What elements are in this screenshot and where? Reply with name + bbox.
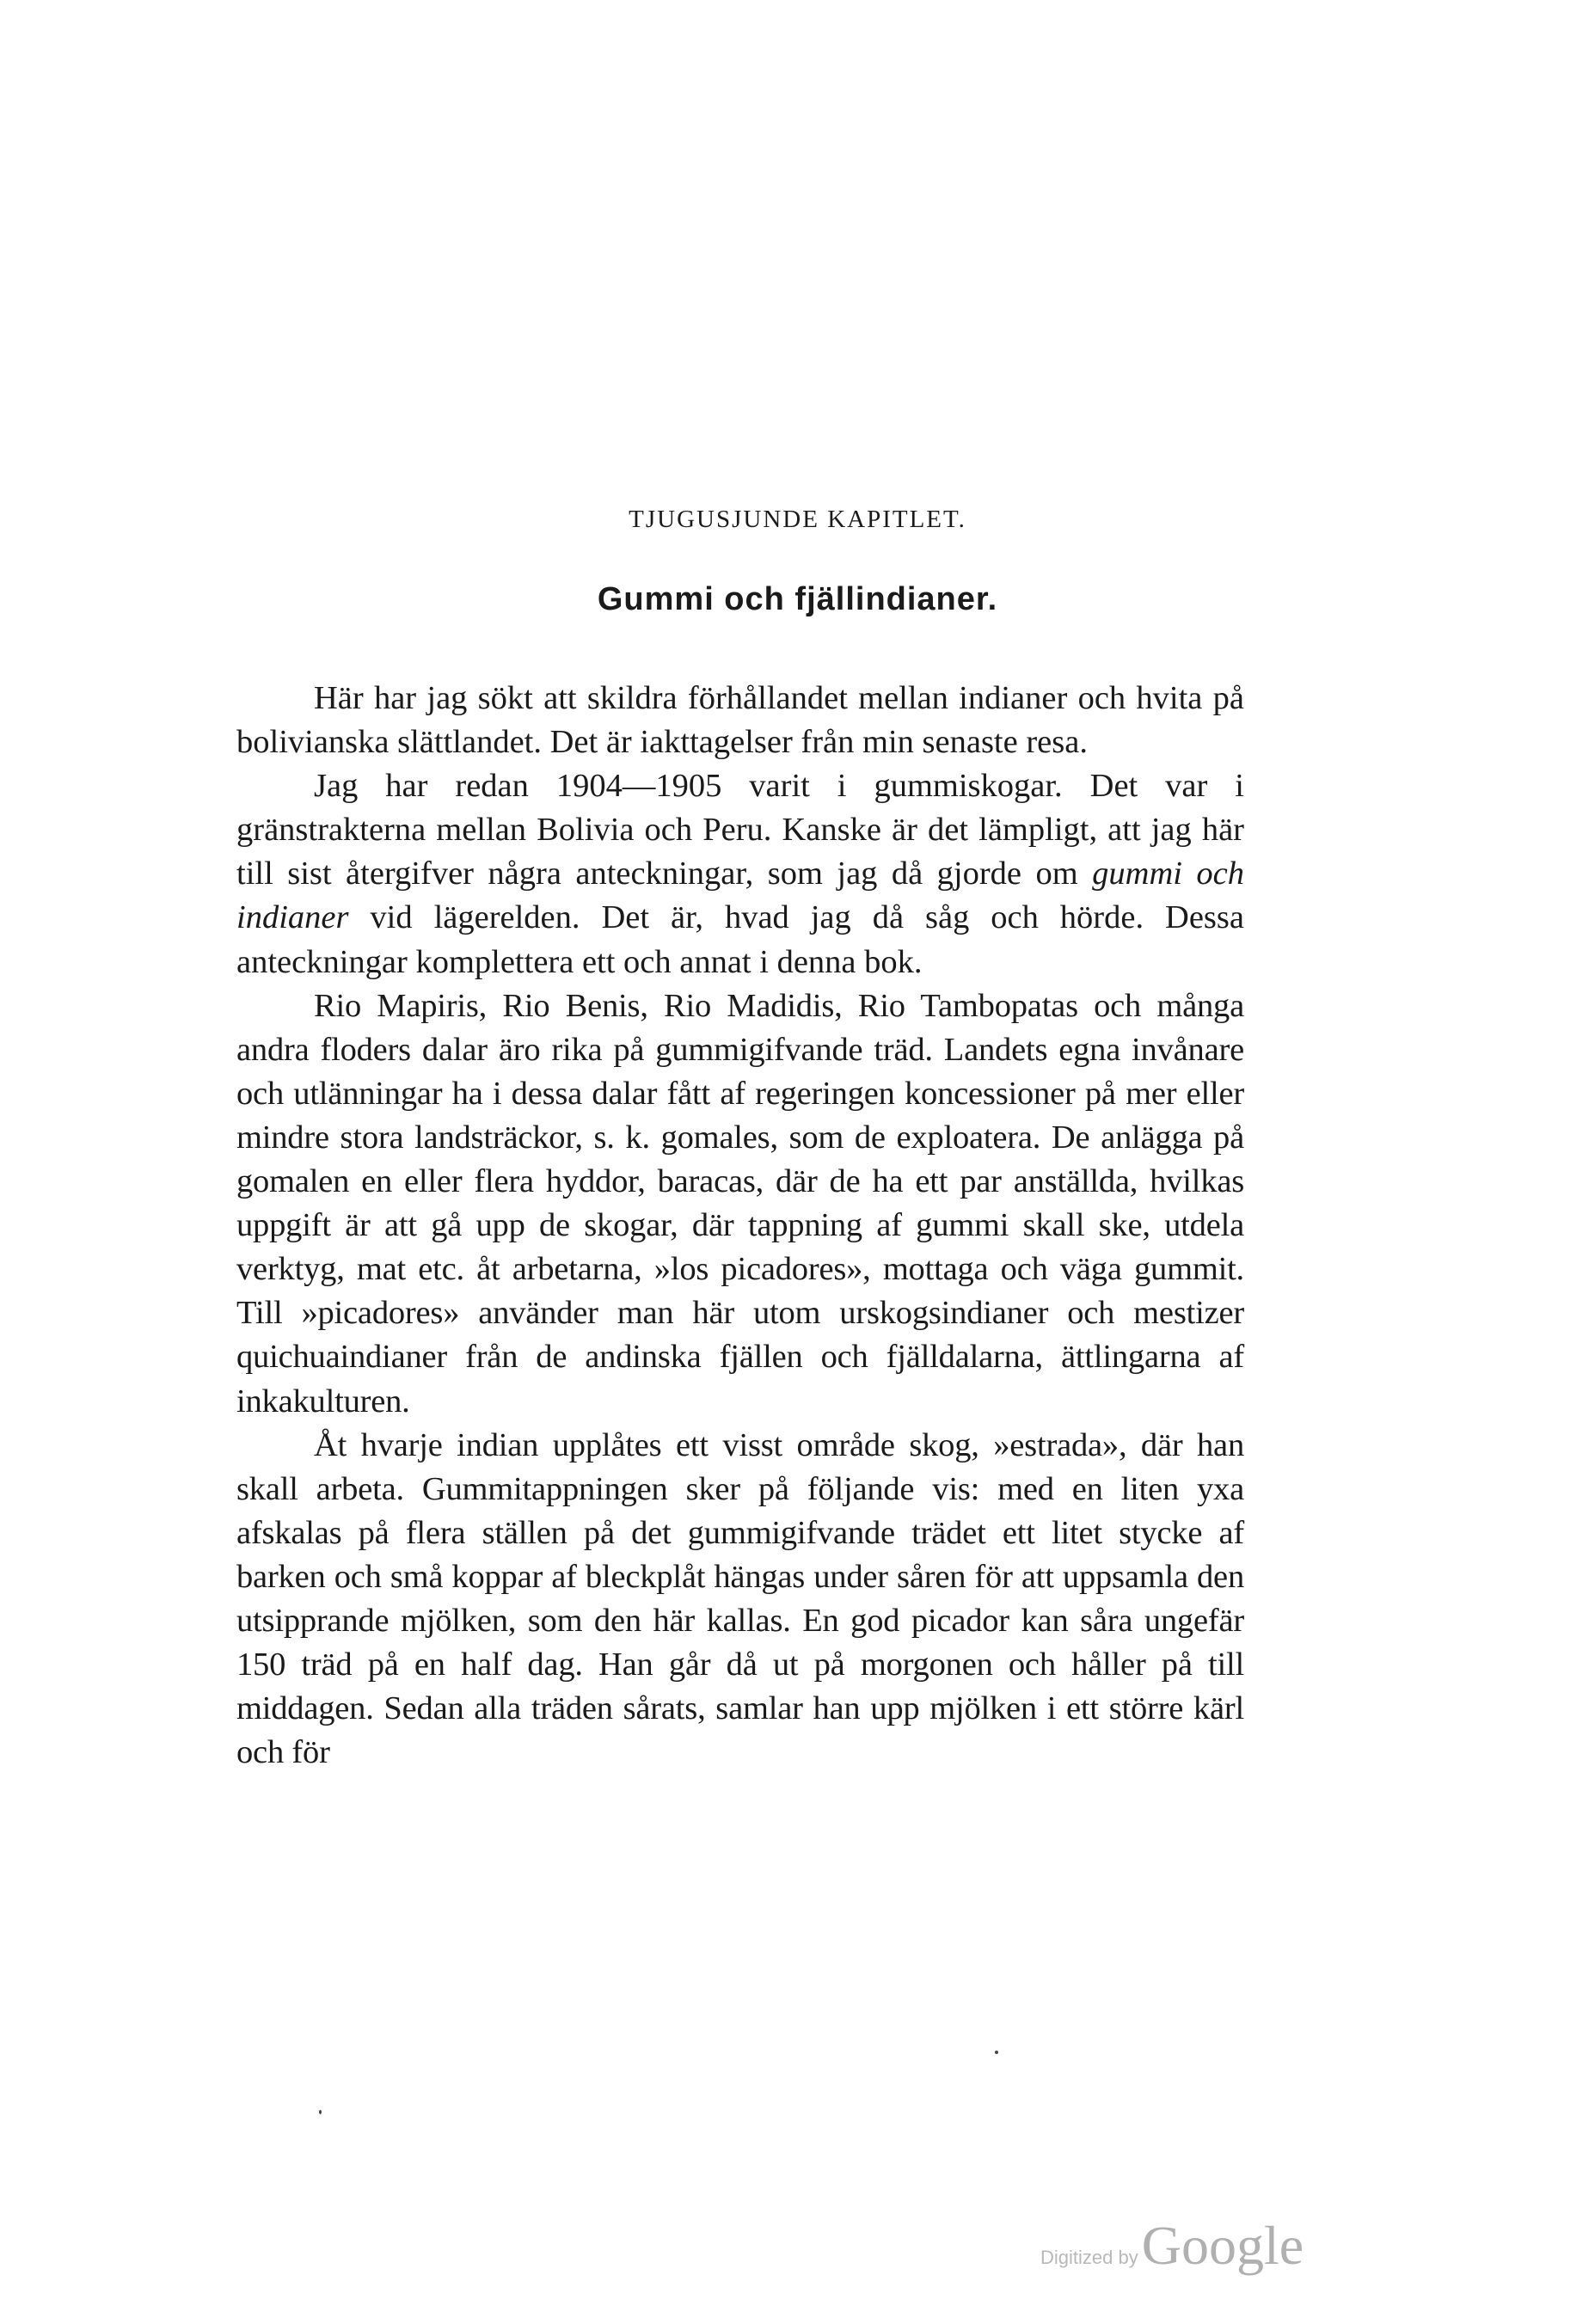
page-speck — [995, 2051, 998, 2054]
paragraph-1: Här har jag sökt att skildra förhållandet mellan indianer och hvita på bolivianska slättlandet. Det är iakttagelser från min senaste resa. — [236, 680, 1244, 761]
body-text — [236, 677, 1244, 1775]
digitized-watermark — [1040, 2214, 1304, 2278]
paragraph-3: Rio Mapiris, Rio Benis, Rio Madidis, Rio Tambopatas och många andra floders dalar äro rika på gummigifvande träd. Landets egna invånare och utlänningar ha i dessa dalar fått af regeringen koncessioner på mer eller mindre stora landsträckor, s. k. gomales, som de exploatera. De anlägga på gomalen en eller flera hyddor, baracas, där de ha ett par anställda, hvilkas uppgift är att gå upp de skogar, där tappning af gummi skall ske, utdela verktyg, mat etc. åt arbetarna, »los picadores», mottaga och väga gummit. Till »picadores» använder man här utom urskogsindianer och mestizer quichuaindianer från de andinska fjällen och fjälldalarna, ättlingarna af inkakulturen. — [236, 987, 1244, 1420]
paragraph-2-emphasis: gummi och indianer — [236, 855, 1244, 936]
page-speck — [319, 2110, 322, 2114]
watermark-text: Digitized by — [1040, 2247, 1138, 2268]
google-logo: Google — [1141, 2215, 1304, 2276]
paragraph-2-before: Jag har redan 1904—1905 varit i gummiskogar. Det var i gränstrakterna mellan Bolivia och Peru. Kanske är det lämpligt, att jag här till sist återgifver några anteckningar, som jag då gjorde om — [236, 768, 1244, 892]
paragraph-2-after: vid lägerelden. Det är, hvad jag då såg och hörde. Dessa anteckningar komplettera ett och annat i denna bok. — [236, 899, 1244, 980]
chapter-label: TJUGUSJUNDE KAPITLET. — [629, 506, 966, 533]
chapter-title: Gummi och fjällindianer. — [597, 581, 998, 617]
paragraph-2 — [236, 764, 1244, 984]
paragraph-4: Åt hvarje indian upplåtes ett visst område skog, »estrada», där han skall arbeta. Gummitappningen sker på följande vis: med en liten yxa afskalas på flera ställen på det gummigifvande trädet ett litet stycke af barken och små koppar af bleckplåt hängas under såren för att uppsamla den utsipprande mjölken, som den här kallas. En god picador kan såra ungefär 150 träd på en half dag. Han går då ut på morgonen och håller på till middagen. Sedan alla träden sårats, samlar han upp mjölken i ett större kärl och för — [236, 1426, 1244, 1771]
